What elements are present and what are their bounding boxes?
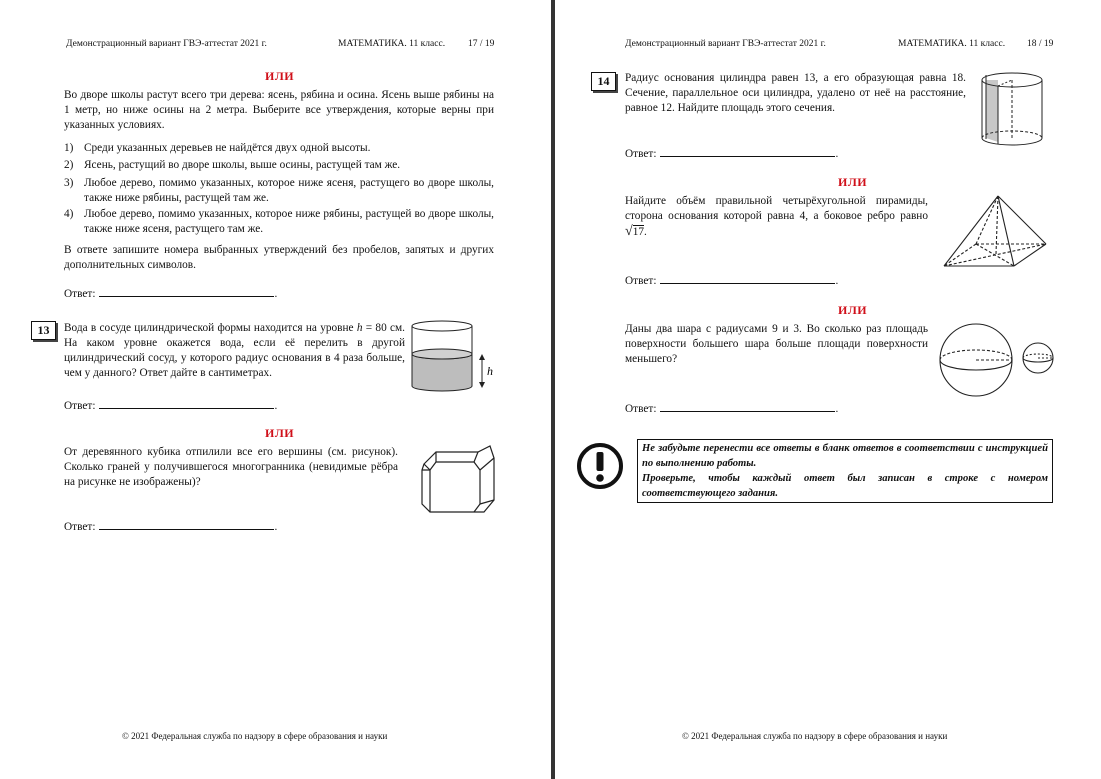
right-header-subject: МАТЕМАТИКА. 11 класс. xyxy=(898,39,1006,49)
answer-end: . xyxy=(274,400,278,412)
cylinder-water-figure xyxy=(410,318,500,393)
answer-line[interactable] xyxy=(99,398,274,409)
pyramid-text xyxy=(625,194,928,240)
warning-line-2: Проверьте, чтобы каждый ответ был записан в строке с номером соответствующего задания. xyxy=(642,473,1048,499)
sqrt-expression xyxy=(625,226,644,238)
truncated-cube-figure xyxy=(418,442,502,518)
warning-text xyxy=(642,441,1048,501)
right-page-number: 18 / 19 xyxy=(1027,39,1054,49)
answer-line[interactable] xyxy=(660,146,835,157)
task13-variable: h xyxy=(356,322,363,334)
answer-line[interactable] xyxy=(660,401,835,412)
answer-label: Ответ: xyxy=(625,148,657,160)
warning-line-1: Не забудьте перенести все ответы в бланк ответов в соответствии с инструкцией по выполнению работы. xyxy=(642,443,1048,469)
answer-label: Ответ: xyxy=(64,400,96,412)
option-number: 4) xyxy=(64,208,74,220)
right-footer: © 2021 Федеральная служба по надзору в сфере образования и науки xyxy=(682,731,948,741)
or-label: ИЛИ xyxy=(838,303,868,317)
task13-text-part1: Вода в сосуде цилиндрической формы находится на уровне xyxy=(64,322,357,334)
answer-label: Ответ: xyxy=(625,403,657,415)
answer-field-pyramid[interactable] xyxy=(625,273,838,287)
answer-end: . xyxy=(274,521,278,533)
right-header-title: Демонстрационный вариант ГВЭ-аттестат 2021 г. xyxy=(625,39,826,49)
answer-end: . xyxy=(835,403,839,415)
answer-end: . xyxy=(835,275,839,287)
answer-line[interactable] xyxy=(99,519,274,530)
answer-line[interactable] xyxy=(660,273,835,284)
task-number-14: 14 xyxy=(591,72,616,91)
answer-label: Ответ: xyxy=(64,288,96,300)
option-text: Ясень, растущий во дворе школы, выше осины, растущей там же. xyxy=(84,159,401,171)
exclamation-icon xyxy=(576,442,624,490)
pyramid-figure xyxy=(940,190,1050,272)
trees-option-4 xyxy=(64,207,494,237)
sqrt-value: 17 xyxy=(632,226,644,238)
pyramid-text-end: . xyxy=(643,226,647,238)
answer-field-13[interactable] xyxy=(64,398,277,412)
answer-field-cube[interactable] xyxy=(64,519,277,533)
option-number: 3) xyxy=(64,177,74,189)
trees-instruction: В ответе запишите номера выбранных утверждений без пробелов, запятых и других дополнительных символов. xyxy=(64,244,494,271)
trees-intro: Во дворе школы растут всего три дерева: ясень, рябина и осина. Ясень выше рябины на 1 метр, но ниже осины на 2 метра. Выберите все утверждения, которые верны при указанных условиях. xyxy=(64,89,494,131)
task-number-13: 13 xyxy=(31,321,56,340)
answer-label: Ответ: xyxy=(625,275,657,287)
answer-end: . xyxy=(274,288,278,300)
pyramid-text-main: Найдите объём правильной четырёхугольной пирамиды, сторона основания которой равна 4, а боковое ребро равно xyxy=(625,195,928,222)
answer-line[interactable] xyxy=(99,286,274,297)
left-footer: © 2021 Федеральная служба по надзору в сфере образования и науки xyxy=(122,731,388,741)
option-text: Среди указанных деревьев не найдётся двух одной высоты. xyxy=(84,142,371,154)
option-text: Любое дерево, помимо указанных, которое ниже ясеня, растущего во дворе школы, также ниже рябины, растущей там же. xyxy=(84,177,494,204)
or-label: ИЛИ xyxy=(838,175,868,189)
sqrt-symbol: √ xyxy=(625,224,633,239)
or-label: ИЛИ xyxy=(265,426,295,440)
task13-text-part2: = 80 см. На каком уровне окажется вода, если её перелить в другой цилиндрический сосуд, у которого радиус основания в 4 раза больше, чем у данного? Ответ дайте в сантиметрах. xyxy=(64,322,405,379)
task14-text: Радиус основания цилиндра равен 13, а его образующая равна 18. Сечение, параллельное оси цилиндра, удалено от неё на расстояние, равное 12. Найдите площадь этого сечения. xyxy=(625,72,966,114)
answer-label: Ответ: xyxy=(64,521,96,533)
cylinder-section-figure xyxy=(978,68,1046,148)
answer-field-spheres[interactable] xyxy=(625,401,838,415)
task13-text xyxy=(64,321,405,381)
answer-field-14[interactable] xyxy=(625,146,838,160)
spheres-figure xyxy=(938,320,1058,400)
trees-option-1 xyxy=(64,141,494,156)
trees-option-2 xyxy=(64,158,494,173)
figure-h-label: h xyxy=(487,364,493,378)
left-header-subject: МАТЕМАТИКА. 11 класс. xyxy=(338,39,446,49)
trees-option-3 xyxy=(64,176,494,206)
or-label: ИЛИ xyxy=(265,69,295,83)
option-number: 2) xyxy=(64,159,74,171)
spheres-text: Даны два шара с радиусами 9 и 3. Во сколько раз площадь поверхности большего шара больше площади поверхности меньшего? xyxy=(625,323,928,365)
cube-text: От деревянного кубика отпилили все его вершины (см. рисунок). Сколько граней у получившегося многогранника (невидимые рёбра на рисунке не изображены)? xyxy=(64,446,398,488)
option-number: 1) xyxy=(64,142,74,154)
answer-field-trees[interactable] xyxy=(64,286,277,300)
left-header-title: Демонстрационный вариант ГВЭ-аттестат 2021 г. xyxy=(66,39,267,49)
option-text: Любое дерево, помимо указанных, которое ниже рябины, растущей во дворе школы, также ниже ясеня, растущего там же. xyxy=(84,208,494,235)
left-page-number: 17 / 19 xyxy=(468,39,495,49)
answer-end: . xyxy=(835,148,839,160)
